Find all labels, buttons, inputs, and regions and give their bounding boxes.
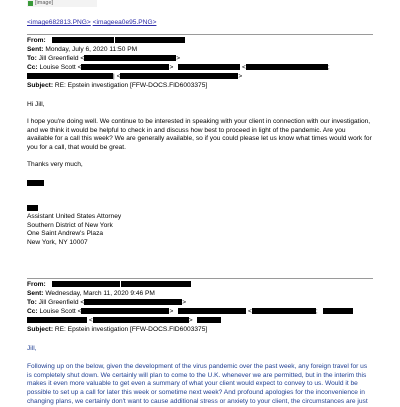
cc-label: Cc:	[27, 64, 38, 71]
semicolon: ;	[327, 64, 330, 71]
sent-row	[27, 46, 137, 55]
to-label: To:	[27, 55, 37, 62]
redaction	[84, 55, 176, 61]
angle-close: >	[169, 64, 174, 71]
sent-label: Sent:	[27, 46, 44, 53]
redaction	[178, 308, 246, 314]
cc-label: Cc:	[27, 308, 38, 315]
to-row	[27, 55, 180, 64]
signature-block	[27, 213, 372, 248]
email-body: I hope you're doing well. We continue to be interested in speaking with your client in connection with our investigation, and we think it would be helpful to check in and discuss how best to proceed in light of the pandemic. Are you available for a call this week? We are generally available, so if you could please let us know what times would work for you for a call, that would be great.	[27, 118, 372, 152]
subject-label: Subject:	[27, 82, 54, 89]
sent-row	[27, 290, 155, 299]
subject-value: RE: Epstein investigation [FFW-DOCS.FID6003375]	[54, 82, 208, 89]
subject-row	[27, 326, 207, 335]
attachment-thumbnail[interactable]	[27, 0, 97, 7]
signature-city: New York, NY 10007	[27, 239, 88, 247]
redaction	[246, 64, 328, 70]
greeting: Jill,	[27, 345, 37, 352]
greeting: Hi Jill,	[27, 101, 45, 108]
angle-open: <	[116, 73, 121, 80]
cc-row-continued	[27, 73, 242, 82]
from-row	[27, 37, 185, 46]
redaction	[120, 73, 238, 79]
to-value: Jill Greenfield <	[38, 299, 85, 306]
angle-close: >	[169, 308, 174, 315]
sent-value: Monday, July 6, 2020 11:50 PM	[45, 46, 138, 53]
redaction	[27, 205, 38, 211]
redaction	[52, 37, 114, 43]
cc-value: Louise Scott <	[39, 308, 82, 315]
attachment-link-2[interactable]: <imageea0e95.PNG>	[92, 19, 157, 26]
closing: Thanks very much,	[27, 161, 83, 168]
to-value: Jill Greenfield <	[38, 55, 85, 62]
image-icon	[28, 1, 33, 6]
angle-open: <	[242, 64, 246, 71]
subject-row	[27, 82, 207, 91]
cc-value: Louise Scott <	[39, 64, 82, 71]
angle-close: >	[238, 73, 243, 80]
semicolon: ;	[315, 308, 318, 315]
redaction	[27, 73, 113, 79]
pipe: |	[113, 73, 115, 80]
to-row	[27, 299, 186, 308]
redaction	[197, 317, 221, 323]
redaction	[81, 64, 169, 70]
sent-label: Sent:	[27, 290, 44, 297]
angle-open: <	[88, 317, 93, 324]
redaction	[115, 37, 185, 43]
subject-label: Subject:	[27, 326, 54, 333]
subject-value: RE: Epstein investigation [FFW-DOCS.FID6003375]	[54, 326, 208, 333]
attachment-links	[27, 19, 156, 28]
signature-address: One Saint Andrew's Plaza	[27, 230, 104, 238]
angle-close: >	[188, 317, 193, 324]
email-body: Following up on the below, given the development of the virus pandemic over the past week, any foreign travel for us is completely shut down. We certainly will plan to come to the U.K. whenever we are permitted, but in the interim this makes it even more valuable to get even a summary of what your client would expect to convey to us. Would it be possible to set up a call for later this week or sometime next week? And profound apologies for the inconvenience in changing plans, we certainly don't want to cause additional stress or anxiety to your client, the circumstances are just	[27, 363, 368, 405]
redaction	[27, 317, 87, 323]
redaction	[81, 308, 169, 314]
angle-open: <	[248, 308, 252, 315]
redaction	[178, 64, 240, 70]
to-label: To:	[27, 299, 37, 306]
angle-close: >	[182, 299, 187, 306]
signature-office: Southern District of New York	[27, 221, 113, 229]
cc-row-continued	[27, 317, 221, 326]
header-divider	[27, 278, 373, 279]
sent-value: Wednesday, March 11, 2020 9:46 PM	[45, 290, 155, 297]
redaction	[323, 308, 353, 314]
attachment-link-1[interactable]: <image682813.PNG>	[27, 19, 91, 26]
from-row	[27, 281, 191, 290]
redaction	[27, 180, 44, 186]
thumbnail-caption: [image]	[35, 0, 54, 6]
from-label: From:	[27, 37, 46, 44]
cc-row	[27, 308, 353, 317]
from-label: From:	[27, 281, 46, 288]
redaction	[52, 281, 120, 287]
redaction	[93, 317, 189, 323]
signature-title: Assistant United States Attorney	[27, 213, 122, 220]
cc-row	[27, 64, 330, 73]
header-divider	[27, 34, 373, 35]
redaction	[84, 299, 182, 305]
redaction	[121, 281, 191, 287]
angle-close: >	[176, 55, 181, 62]
redaction	[252, 308, 316, 314]
